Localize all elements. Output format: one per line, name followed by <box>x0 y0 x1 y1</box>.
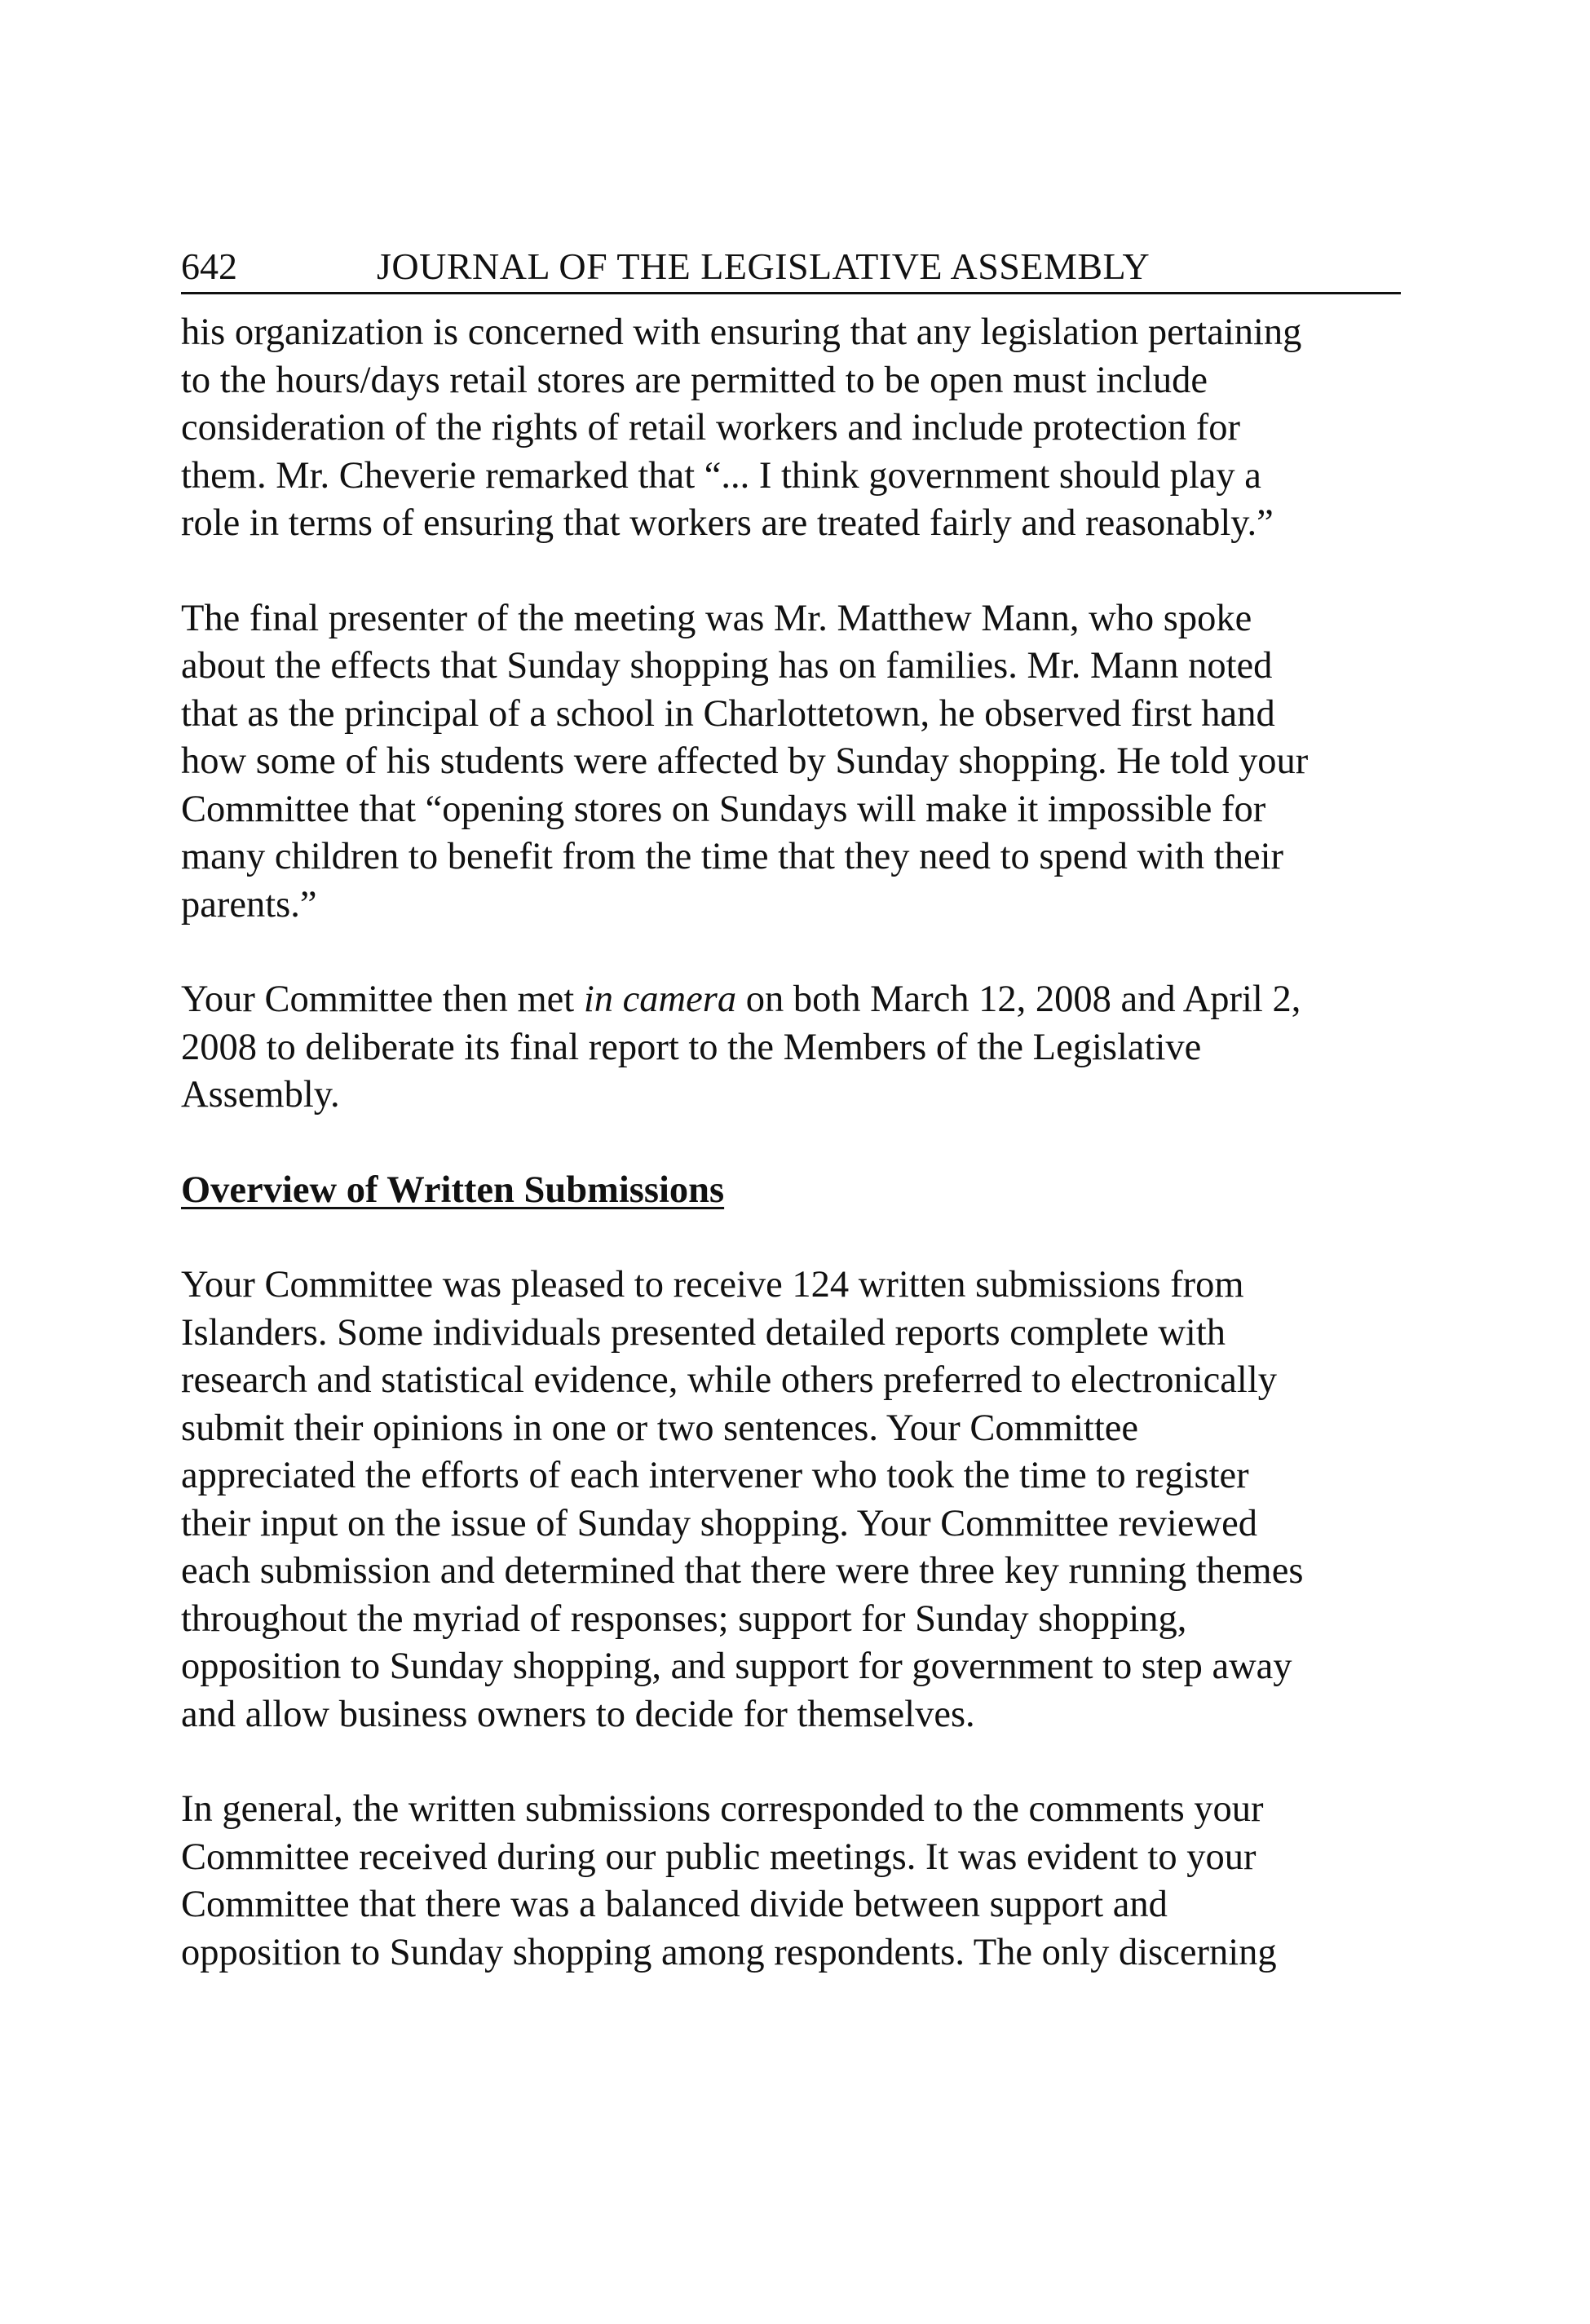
text-line <box>181 976 1404 1024</box>
text-line: about the effects that Sunday shopping has on families. Mr. Mann noted <box>181 645 1273 687</box>
text-segment: Your Committee then met <box>181 979 584 1020</box>
text-line: role in terms of ensuring that workers are treated fairly and reasonably.” <box>181 502 1274 544</box>
text-line: Committee that there was a balanced divide between support and <box>181 1884 1168 1925</box>
text-line: their input on the issue of Sunday shopping. Your Committee reviewed <box>181 1502 1257 1544</box>
body-text <box>181 309 1404 1977</box>
text-line: Committee received during our public meetings. It was evident to your <box>181 1836 1257 1878</box>
text-line: and allow business owners to decide for themselves. <box>181 1693 975 1735</box>
text-segment: on both March 12, 2008 and April 2, <box>736 979 1301 1020</box>
paragraph-cheverie <box>181 309 1404 548</box>
document-page <box>181 245 1404 2024</box>
running-header <box>181 245 1401 294</box>
text-line: throughout the myriad of responses; support for Sunday shopping, <box>181 1597 1187 1640</box>
page-number: 642 <box>181 245 237 287</box>
text-line: many children to benefit from the time that they need to spend with their <box>181 836 1283 877</box>
text-line: submit their opinions in one or two sentences. Your Committee <box>181 1407 1139 1449</box>
text-line: that as the principal of a school in Charlottetown, he observed first hand <box>181 692 1275 735</box>
text-line: Assembly. <box>181 1074 340 1116</box>
text-line: The final presenter of the meeting was Mr. Matthew Mann, who spoke <box>181 597 1252 639</box>
text-line: Islanders. Some individuals presented detailed reports complete with <box>181 1311 1226 1354</box>
text-line: In general, the written submissions corresponded to the comments your <box>181 1788 1264 1830</box>
text-line: opposition to Sunday shopping, and support for government to step away <box>181 1646 1292 1687</box>
text-line: appreciated the efforts of each intervener who took the time to register <box>181 1455 1249 1496</box>
text-line: parents.” <box>181 883 317 926</box>
text-line: to the hours/days retail stores are permitted to be open must include <box>181 359 1208 401</box>
text-line: how some of his students were affected by Sunday shopping. He told your <box>181 740 1309 782</box>
text-line: consideration of the rights of retail workers and include protection for <box>181 407 1241 448</box>
journal-title: JOURNAL OF THE LEGISLATIVE ASSEMBLY <box>377 245 1151 287</box>
text-line: them. Mr. Cheverie remarked that “... I think government should play a <box>181 454 1261 497</box>
text-line: opposition to Sunday shopping among respondents. The only discerning <box>181 1931 1277 1973</box>
text-line: his organization is concerned with ensuring that any legislation pertaining <box>181 311 1302 353</box>
paragraph-mann <box>181 595 1404 930</box>
section-heading: Overview of Written Submissions <box>181 1169 725 1211</box>
italic-term: in camera <box>583 979 737 1020</box>
paragraph-in-camera <box>181 976 1404 1120</box>
text-line: research and statistical evidence, while others preferred to electronically <box>181 1359 1277 1401</box>
paragraph-submissions <box>181 1261 1404 1739</box>
text-line: 2008 to deliberate its final report to the Members of the Legislative <box>181 1026 1202 1068</box>
paragraph-general <box>181 1786 1404 1977</box>
text-line: Your Committee was pleased to receive 124 written submissions from <box>181 1264 1244 1306</box>
text-line: Committee that “opening stores on Sundays will make it impossible for <box>181 788 1266 830</box>
text-line: each submission and determined that there were three key running themes <box>181 1550 1304 1592</box>
